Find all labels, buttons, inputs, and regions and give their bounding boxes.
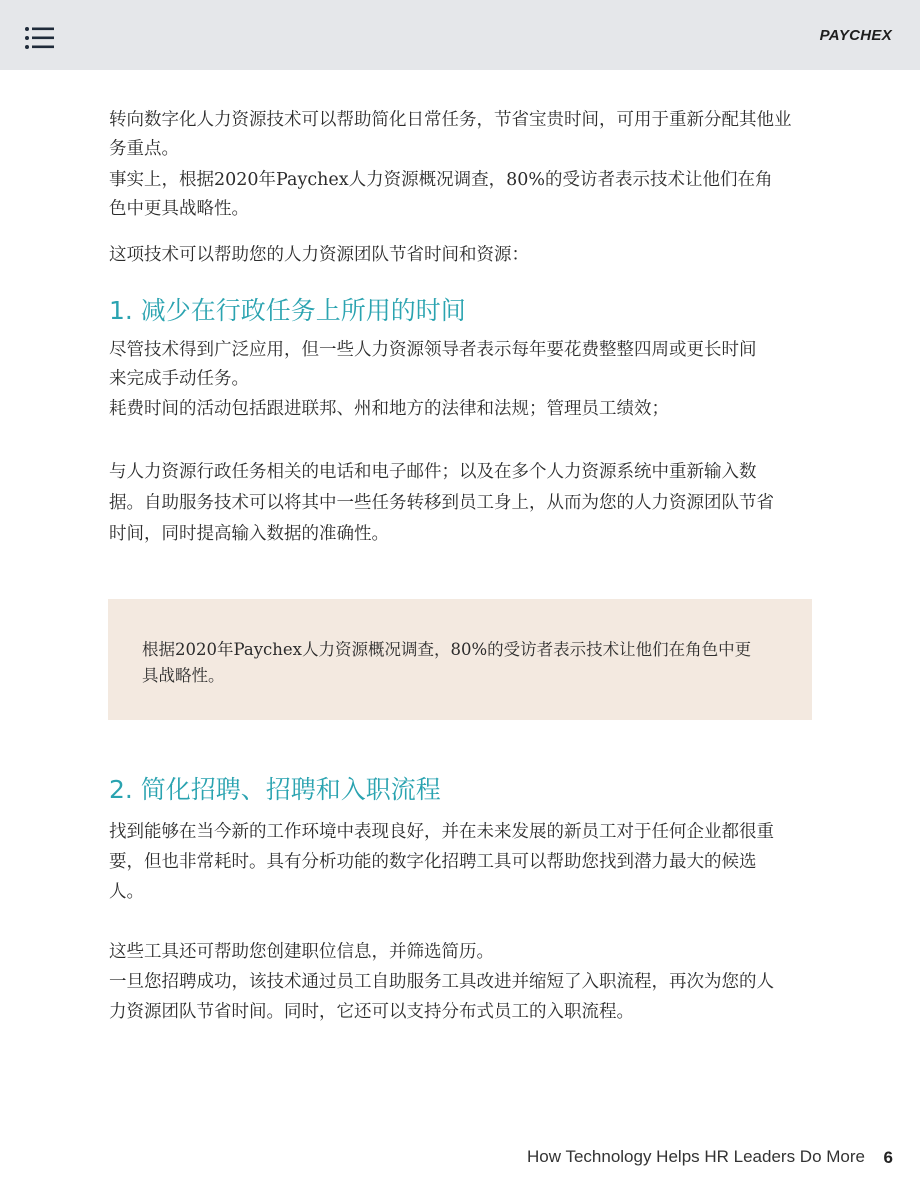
section-2-paragraph-2: 这些工具还可帮助您创建职位信息，并筛选简历。 — [109, 942, 494, 962]
intro-paragraph-2: 事实上，根据2020年Paychex人力资源概况调查，80%的受访者表示技术让他们在角色中更具战略性。 — [109, 170, 773, 219]
section-1-paragraph-2: 耗费时间的活动包括跟进联邦、州和地方的法律和法规；管理员工绩效； — [109, 399, 669, 419]
section-2-paragraph-1: 找到能够在当今新的工作环境中表现良好，并在未来发展的新员工对于任何企业都很重要，但也非常耗时。具有分析功能的数字化招聘工具可以帮助您找到潜力最大的候选人。 — [109, 822, 774, 902]
section-1-paragraph-1: 尽管技术得到广泛应用，但一些人力资源领导者表示每年要花费整整四周或更长时间来完成手动任务。 — [109, 340, 757, 389]
intro-paragraph-3: 这项技术可以帮助您的人力资源团队节省时间和资源： — [109, 245, 529, 265]
top-bar — [0, 0, 920, 70]
paychex-logo[interactable]: PAYCHEX — [819, 27, 892, 44]
section-1-paragraph-3: 与人力资源行政任务相关的电话和电子邮件；以及在多个人力资源系统中重新输入数据。自助服务技术可以将其中一些任务转移到员工身上，从而为您的人力资源团队节省时间，同时提高输入数据的准确性。 — [109, 462, 774, 544]
section-2-heading: 2. 简化招聘、招聘和入职流程 — [109, 775, 441, 804]
section-2-paragraph-3: 一旦您招聘成功，该技术通过员工自助服务工具改进并缩短了入职流程，再次为您的人力资源团队节省时间。同时，它还可以支持分布式员工的入职流程。 — [109, 972, 774, 1022]
section-1-heading: 1. 减少在行政任务上所用的时间 — [109, 296, 466, 325]
intro-paragraph-1: 转向数字化人力资源技术可以帮助简化日常任务，节省宝贵时间，可用于重新分配其他业务重点。 — [109, 110, 792, 159]
callout-quote: 根据2020年Paychex人力资源概况调查，80%的受访者表示技术让他们在角色中更具战略性。 — [142, 640, 752, 685]
main-content — [109, 106, 809, 550]
callout-box — [108, 599, 812, 720]
page-number: 6 — [883, 1148, 893, 1167]
footer-document-title: How Technology Helps HR Leaders Do More — [527, 1147, 865, 1166]
section-2 — [109, 773, 809, 1027]
list-menu-icon[interactable] — [24, 26, 56, 50]
